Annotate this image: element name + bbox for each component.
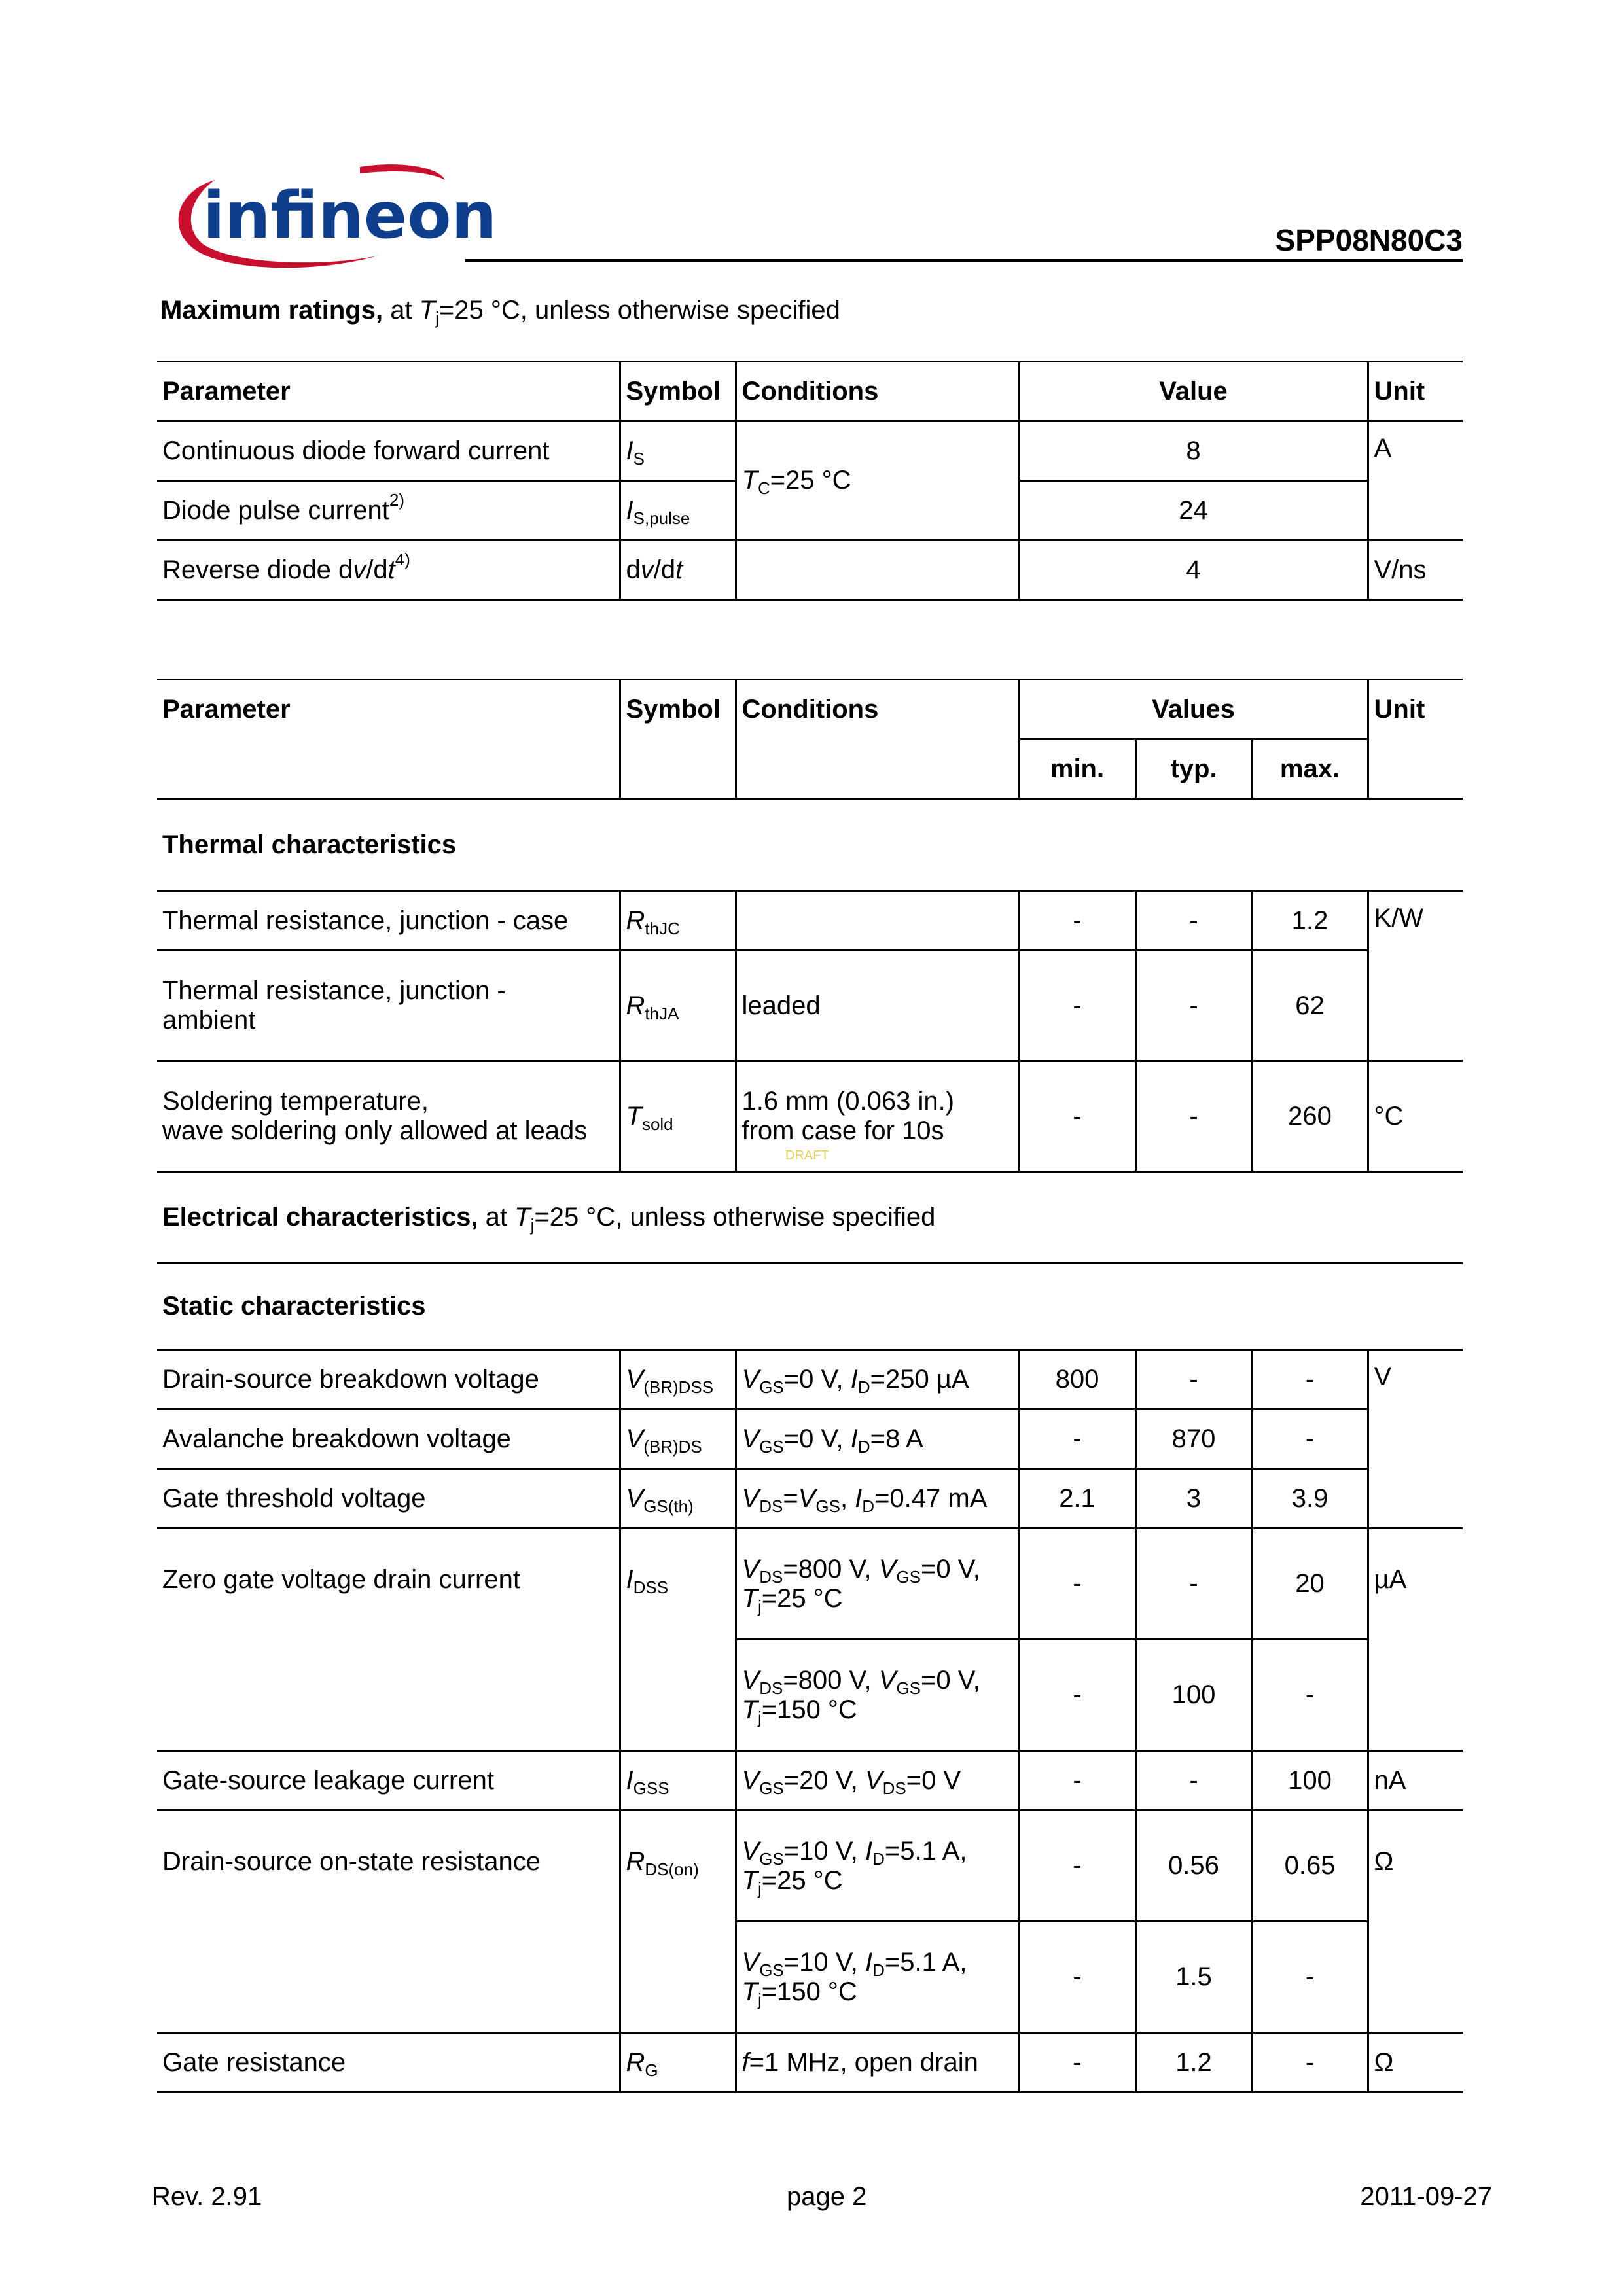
table-row (157, 1409, 1463, 1469)
conditions-cell: $V_{DS}=800$ V, $V_{GS}=0$ V, $T_j=25$ °C (736, 1528, 1019, 1640)
unit-cell: K/W (1368, 891, 1463, 1061)
characteristics-table (157, 679, 1463, 2093)
part-number: SPP08N80C3 (1275, 223, 1463, 257)
max-ratings-table (157, 361, 1463, 601)
col-conditions: Conditions (736, 362, 1019, 421)
max-cell: - (1252, 2033, 1368, 2093)
max-cell: - (1252, 1922, 1368, 2033)
param-cell: Gate resistance (157, 2033, 620, 2093)
section-title-thermal: Thermal characteristics (157, 799, 1463, 891)
table-row (157, 540, 1463, 600)
col-symbol: Symbol (620, 362, 736, 421)
conditions-cell: $V_{GS}=10$ V, $I_D=5.1$ A, $T_j=150$ °C (736, 1922, 1019, 2033)
typ-cell: 0.56 (1135, 1810, 1252, 1922)
param-cell: Thermal resistance, junction - case (157, 891, 620, 951)
col-unit: Unit (1368, 362, 1463, 421)
typ-cell: 870 (1135, 1409, 1252, 1469)
min-cell: - (1019, 1751, 1135, 1810)
unit-cell: Ω (1368, 1810, 1463, 2033)
table-row (157, 2033, 1463, 2093)
symbol-cell: $I_S$ (620, 421, 736, 481)
col-symbol: Symbol (620, 680, 736, 739)
conditions-cell: $V_{GS}=0$ V, $I_D=250$ µA (736, 1350, 1019, 1409)
symbol-cell: $V_{(BR)DSS}$ (620, 1350, 736, 1409)
param-cell: Diode pulse current$^{2)}$ (157, 481, 620, 540)
typ-cell: - (1135, 1528, 1252, 1640)
param-cell: Avalanche breakdown voltage (157, 1409, 620, 1469)
max-cell: 20 (1252, 1528, 1368, 1640)
typ-cell: - (1135, 1061, 1252, 1172)
electrical-heading: Electrical characteristics, at $T_j=25$ °C, unless otherwise specified (157, 1172, 1463, 1263)
col-parameter: Parameter (157, 362, 620, 421)
min-cell: - (1019, 891, 1135, 951)
param-cell: Soldering temperature, wave soldering only allowed at leads (157, 1061, 620, 1172)
symbol-cell: $I_{DSS}$ (620, 1528, 736, 1751)
table-row (157, 891, 1463, 951)
conditions-cell: 1.6 mm (0.063 in.) from case for 10s (736, 1061, 1019, 1172)
max-cell: 1.2 (1252, 891, 1368, 951)
unit-cell: A (1368, 421, 1463, 540)
table-row (157, 1350, 1463, 1409)
value-cell: 4 (1019, 540, 1368, 600)
param-cell: Gate-source leakage current (157, 1751, 620, 1810)
unit-cell: V/ns (1368, 540, 1463, 600)
section-title-static: Static characteristics (157, 1263, 1463, 1350)
svg-text:infineon: infineon (203, 179, 497, 253)
param-cell: Continuous diode forward current (157, 421, 620, 481)
conditions-cell: leaded (736, 951, 1019, 1061)
col-typ: typ. (1135, 739, 1252, 799)
typ-cell: - (1135, 1751, 1252, 1810)
max-cell: 260 (1252, 1061, 1368, 1172)
footer-page-number: page 2 (787, 2182, 867, 2211)
header-rule (465, 259, 1463, 262)
symbol-cell: dv/dt (620, 540, 736, 600)
typ-cell: - (1135, 951, 1252, 1061)
min-cell: - (1019, 1640, 1135, 1751)
table-row (157, 421, 1463, 481)
min-cell: - (1019, 1528, 1135, 1640)
conditions-cell: $V_{GS}=0$ V, $I_D=8$ A (736, 1409, 1019, 1469)
unit-cell: V (1368, 1350, 1463, 1528)
param-cell: Drain-source breakdown voltage (157, 1350, 620, 1409)
min-cell: - (1019, 1810, 1135, 1922)
conditions-cell: $V_{DS}=V_{GS}$, $I_D=0.47$ mA (736, 1469, 1019, 1528)
col-value: Value (1019, 362, 1368, 421)
max-cell: 62 (1252, 951, 1368, 1061)
col-values: Values (1019, 680, 1368, 739)
min-cell: - (1019, 1922, 1135, 2033)
max-cell: - (1252, 1350, 1368, 1409)
table-row (157, 951, 1463, 1061)
typ-cell: 1.5 (1135, 1922, 1252, 2033)
max-ratings-heading: Maximum ratings, at $T_j=25$ °C, unless otherwise specified (160, 296, 840, 328)
conditions-cell: $V_{DS}=800$ V, $V_{GS}=0$ V, $T_j=150$ °C (736, 1640, 1019, 1751)
param-cell: Reverse diode $dv/dt^{4)}$ (157, 540, 620, 600)
conditions-cell: f=1 MHz, open drain (736, 2033, 1019, 2093)
infineon-logo (164, 154, 497, 278)
footer-revision: Rev. 2.91 (152, 2182, 262, 2211)
unit-cell: °C (1368, 1061, 1463, 1172)
symbol-cell: $I_{S,pulse}$ (620, 481, 736, 540)
col-min: min. (1019, 739, 1135, 799)
table-row (157, 1528, 1463, 1640)
typ-cell: - (1135, 891, 1252, 951)
max-cell: 0.65 (1252, 1810, 1368, 1922)
max-cell: 3.9 (1252, 1469, 1368, 1528)
min-cell: 2.1 (1019, 1469, 1135, 1528)
unit-cell: Ω (1368, 2033, 1463, 2093)
min-cell: - (1019, 1409, 1135, 1469)
symbol-cell: $R_G$ (620, 2033, 736, 2093)
param-cell: Thermal resistance, junction - ambient (157, 951, 620, 1061)
symbol-cell: $V_{(BR)DS}$ (620, 1409, 736, 1469)
min-cell: - (1019, 2033, 1135, 2093)
conditions-cell (736, 540, 1019, 600)
symbol-cell: $T_{sold}$ (620, 1061, 736, 1172)
conditions-cell: $T_C=25$ °C (736, 421, 1019, 540)
col-unit: Unit (1368, 680, 1463, 739)
conditions-cell: $V_{GS}=10$ V, $I_D=5.1$ A, $T_j=25$ °C (736, 1810, 1019, 1922)
typ-cell: 3 (1135, 1469, 1252, 1528)
symbol-cell: $I_{GSS}$ (620, 1751, 736, 1810)
typ-cell: 1.2 (1135, 2033, 1252, 2093)
value-cell: 24 (1019, 481, 1368, 540)
col-max: max. (1252, 739, 1368, 799)
col-parameter: Parameter (157, 680, 620, 739)
param-cell: Gate threshold voltage (157, 1469, 620, 1528)
min-cell: - (1019, 1061, 1135, 1172)
symbol-cell: $V_{GS(th)}$ (620, 1469, 736, 1528)
param-cell: Drain-source on-state resistance (157, 1810, 620, 2033)
symbol-cell: $R_{thJC}$ (620, 891, 736, 951)
conditions-cell: $V_{GS}=20$ V, $V_{DS}=0$ V (736, 1751, 1019, 1810)
table-row (157, 1751, 1463, 1810)
max-cell: 100 (1252, 1751, 1368, 1810)
max-cell: - (1252, 1409, 1368, 1469)
param-cell: Zero gate voltage drain current (157, 1528, 620, 1751)
value-cell: 8 (1019, 421, 1368, 481)
footer-date: 2011-09-27 (1360, 2182, 1492, 2211)
min-cell: 800 (1019, 1350, 1135, 1409)
conditions-cell (736, 891, 1019, 951)
typ-cell: 100 (1135, 1640, 1252, 1751)
table-row (157, 1469, 1463, 1528)
col-conditions: Conditions (736, 680, 1019, 739)
min-cell: - (1019, 951, 1135, 1061)
symbol-cell: $R_{DS(on)}$ (620, 1810, 736, 2033)
max-cell: - (1252, 1640, 1368, 1751)
watermark: DRAFT (785, 1148, 829, 1163)
typ-cell: - (1135, 1350, 1252, 1409)
unit-cell: µA (1368, 1528, 1463, 1751)
symbol-cell: $R_{thJA}$ (620, 951, 736, 1061)
table-row (157, 1810, 1463, 1922)
unit-cell: nA (1368, 1751, 1463, 1810)
